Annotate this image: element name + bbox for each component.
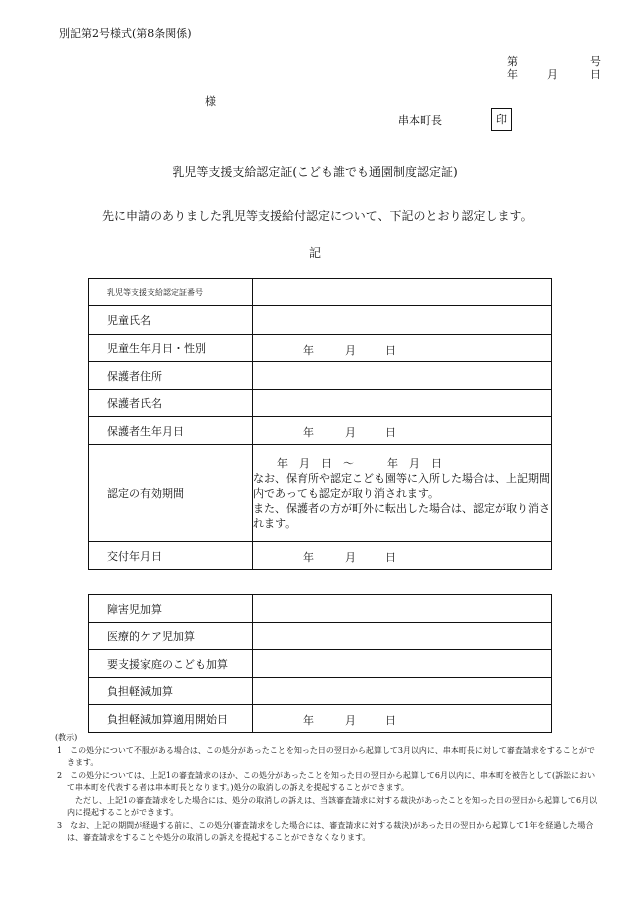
cert-number-label: 乳児等支援支給認定証番号 (89, 279, 253, 306)
date-year: 年 (507, 68, 518, 81)
form-id: 別記第2号様式(第8条関係) (59, 27, 192, 40)
intro-sentence: 先に申請のありました乳児等支援給付認定について、下記のとおり認定します。 (102, 209, 533, 223)
day-label: 日 (385, 551, 396, 564)
table-row (89, 623, 552, 650)
child-dob-value (253, 335, 552, 362)
instruction-3: 3 なお、上記の期間が経過する前に、この処分(審査請求をした場合には、審査請求に対する裁決)があった日の翌日から起算して1年を経過した場合は、審査請求をすることや処分の取消しの訴えを提起することができなくなります。 (57, 820, 594, 842)
validity-note-1: なお、保育所や認定こども園等に入所した場合は、上記期間内であっても認定が取り消されます。 (253, 471, 550, 500)
number-prefix: 第 (507, 55, 518, 68)
month-label: 月 (345, 344, 356, 357)
ki-heading: 記 (308, 246, 321, 260)
validity-label: 認定の有効期間 (89, 445, 253, 542)
year-label: 年 (303, 551, 314, 564)
year-label: 年 (303, 714, 314, 727)
table-row (89, 362, 552, 390)
child-name-label: 児童氏名 (89, 306, 253, 335)
addressee-suffix: 様 (205, 95, 216, 108)
document-title: 乳児等支援支給認定証(こども誰でも通園制度認定証) (172, 165, 458, 179)
burden-reduction-start-value (253, 705, 552, 733)
month-label: 月 (345, 714, 356, 727)
table-row (89, 542, 552, 570)
certificate-table (88, 278, 552, 570)
year-label: 年 (303, 344, 314, 357)
medical-care-label: 医療的ケア児加算 (89, 623, 253, 650)
date-day: 日 (590, 68, 601, 81)
instruction-1: 1 この処分について不服がある場合は、この処分があったことを知った日の翌日から起算して3月以内に、串本町長に対して審査請求をすることができます。 (57, 745, 595, 767)
validity-dates: 年 月 日 ～ 年 月 日 (277, 456, 442, 470)
table-row (89, 650, 552, 678)
additions-table (88, 594, 552, 733)
table-row (89, 417, 552, 445)
date-month: 月 (547, 68, 558, 81)
burden-reduction-label: 負担軽減加算 (89, 678, 253, 705)
issue-date-value (253, 542, 552, 570)
guardian-name-label: 保護者氏名 (89, 390, 253, 417)
table-row (89, 705, 552, 733)
medical-care-value (253, 623, 552, 650)
validity-note-2: また、保護者の方が町外に転出した場合は、認定が取り消されます。 (253, 501, 550, 530)
guardian-address-label: 保護者住所 (89, 362, 253, 390)
support-family-label: 要支援家庭のこども加算 (89, 650, 253, 678)
instructions-heading: (教示) (55, 733, 78, 742)
table-row (89, 595, 552, 623)
support-family-value (253, 650, 552, 678)
number-suffix: 号 (590, 55, 601, 68)
instruction-2-proviso: ただし、上記1の審査請求をした場合には、処分の取消しの訴えは、当該審査請求に対する裁決があったことを知った日の翌日から起算して6月以内に提起することができます。 (67, 795, 598, 817)
day-label: 日 (385, 426, 396, 439)
table-row (89, 306, 552, 335)
validity-value (253, 445, 552, 542)
instructions (57, 732, 602, 845)
table-row (89, 390, 552, 417)
guardian-dob-label: 保護者生年月日 (89, 417, 253, 445)
burden-reduction-value (253, 678, 552, 705)
instruction-2: 2 この処分については、上記1の審査請求のほか、この処分があったことを知った日の翌日から起算して6月以内に、串本町を被告として(訴訟において串本町を代表する者は串本町長となります。)処分の取消しの訴えを提起することができます。 (57, 770, 596, 792)
guardian-address-value (253, 362, 552, 390)
day-label: 日 (385, 344, 396, 357)
disabled-child-label: 障害児加算 (89, 595, 253, 623)
intro-text (90, 209, 560, 223)
cert-number-value (253, 279, 552, 306)
child-name-value (253, 306, 552, 335)
guardian-dob-value (253, 417, 552, 445)
disabled-child-value (253, 595, 552, 623)
month-label: 月 (345, 551, 356, 564)
table-row (89, 445, 552, 542)
year-label: 年 (303, 426, 314, 439)
issuer: 串本町長 (398, 114, 442, 127)
table-row (89, 335, 552, 362)
child-dob-label: 児童生年月日・性別 (89, 335, 253, 362)
table-row (89, 279, 552, 306)
seal-box: 印 (491, 108, 512, 131)
guardian-name-value (253, 390, 552, 417)
table-row (89, 678, 552, 705)
burden-reduction-start-label: 負担軽減加算適用開始日 (89, 705, 253, 733)
day-label: 日 (385, 714, 396, 727)
issue-date-label: 交付年月日 (89, 542, 253, 570)
month-label: 月 (345, 426, 356, 439)
